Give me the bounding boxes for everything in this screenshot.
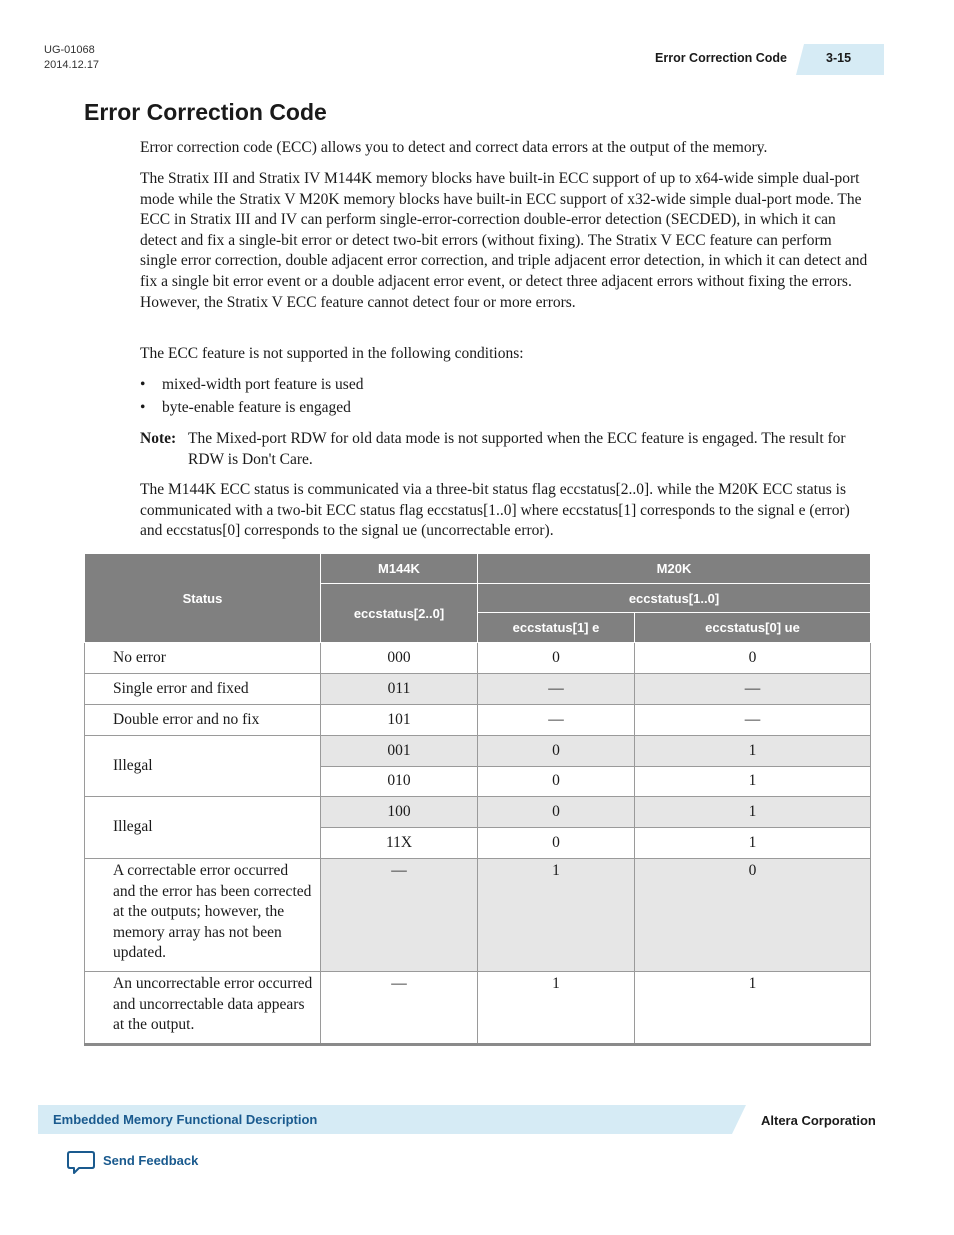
m144k-cell: — (321, 859, 478, 972)
ecc-status-table (84, 553, 871, 1046)
ue-cell: 1 (635, 828, 871, 859)
bullet-icon: • (140, 376, 146, 393)
m144k-cell: 101 (321, 705, 478, 736)
paragraph-status-flags: The M144K ECC status is communicated via a three-bit status flag eccstatus[2..0]. while the M20K ECC status is communicated with a two-bit ECC status flag eccstatus[1..0] where eccstatus[1] corresponds to the signal e (error) and eccstatus[0] corresponds to the signal ue (uncorrectable error). (140, 481, 850, 540)
document-id-block (44, 43, 99, 73)
header-status: Status (85, 554, 321, 643)
status-cell: Illegal (85, 797, 321, 859)
table-row (85, 797, 871, 828)
bullet-text: byte-enable feature is engaged (162, 399, 351, 416)
ue-cell: — (635, 705, 871, 736)
e-cell: — (478, 705, 635, 736)
table-row (85, 859, 871, 972)
table-row (85, 643, 871, 674)
table-row (85, 972, 871, 1045)
e-cell: 0 (478, 767, 635, 797)
m144k-cell: 100 (321, 797, 478, 828)
header-m20k: M20K (478, 554, 871, 584)
status-cell: Illegal (85, 736, 321, 797)
page-title: Error Correction Code (84, 99, 327, 125)
ue-cell: 0 (635, 859, 871, 972)
bullet-icon: • (140, 399, 146, 416)
table-header-row (85, 554, 871, 584)
page-number: 3-15 (826, 51, 852, 65)
m144k-cell: 11X (321, 828, 478, 859)
ue-cell: 1 (635, 767, 871, 797)
m144k-cell: 010 (321, 767, 478, 797)
m144k-cell: 001 (321, 736, 478, 767)
table-row (85, 705, 871, 736)
paragraph-ecc-support: The Stratix III and Stratix IV M144K memory blocks have built-in ECC support of up to x64-wide simple dual-port mode while the Stratix V M20K memory blocks have built-in ECC support of x32-wide simple dual-port mode. The ECC in Stratix III and IV can perform single-error-correction double-error detection (SECDED), in which it can detect and fix a single-bit error or detect two-bit errors (without fixing). The Stratix V ECC feature can perform single error correction, double adjacent error correction, and triple adjacent error detection, in which it can detect and fix a single bit error event or a double adjacent error event, or detect three adjacent errors without fixing the errors. However, the Stratix V ECC feature cannot detect four or more errors. (140, 170, 868, 311)
m144k-cell: 000 (321, 643, 478, 674)
document-date: 2014.12.17 (44, 59, 100, 71)
header-m144k: M144K (321, 554, 478, 584)
paragraph-intro: Error correction code (ECC) allows you to detect and correct data errors at the output of the memory. (140, 139, 768, 156)
header-m144k-eccstatus: eccstatus[2..0] (321, 584, 478, 643)
ue-cell: 1 (635, 972, 871, 1045)
ue-cell: 0 (635, 643, 871, 674)
e-cell: 0 (478, 828, 635, 859)
header-eccstatus-e: eccstatus[1] e (478, 613, 635, 643)
status-cell: No error (85, 643, 321, 674)
document-id: UG-01068 (44, 44, 95, 56)
m144k-cell: 011 (321, 674, 478, 705)
table-row (85, 736, 871, 767)
e-cell: 0 (478, 643, 635, 674)
send-feedback-link[interactable]: Send Feedback (103, 1153, 199, 1168)
ue-cell: 1 (635, 797, 871, 828)
footer-company: Altera Corporation (761, 1113, 876, 1128)
e-cell: 1 (478, 859, 635, 972)
status-cell: Single error and fixed (85, 674, 321, 705)
running-header-title: Error Correction Code (655, 51, 787, 65)
status-cell: A correctable error occurred and the error has been corrected at the outputs; however, the memory array has not been updated. (85, 859, 321, 972)
e-cell: 0 (478, 736, 635, 767)
note-label: Note: (140, 430, 177, 447)
m144k-cell: — (321, 972, 478, 1045)
status-cell: An uncorrectable error occurred and uncorrectable data appears at the output. (85, 972, 321, 1045)
header-m20k-eccstatus: eccstatus[1..0] (478, 584, 871, 613)
ue-cell: 1 (635, 736, 871, 767)
footer-chapter-link[interactable]: Embedded Memory Functional Description (53, 1112, 318, 1127)
speech-bubble-icon[interactable] (66, 1150, 96, 1176)
e-cell: 0 (478, 797, 635, 828)
header-eccstatus-ue: eccstatus[0] ue (635, 613, 871, 643)
e-cell: 1 (478, 972, 635, 1045)
e-cell: — (478, 674, 635, 705)
bullet-text: mixed-width port feature is used (162, 376, 364, 393)
status-cell: Double error and no fix (85, 705, 321, 736)
note-text: The Mixed-port RDW for old data mode is not supported when the ECC feature is engaged. The result for RDW is Don't Care. (188, 430, 846, 468)
ue-cell: — (635, 674, 871, 705)
paragraph-not-supported: The ECC feature is not supported in the following conditions: (140, 345, 524, 362)
table-row (85, 674, 871, 705)
